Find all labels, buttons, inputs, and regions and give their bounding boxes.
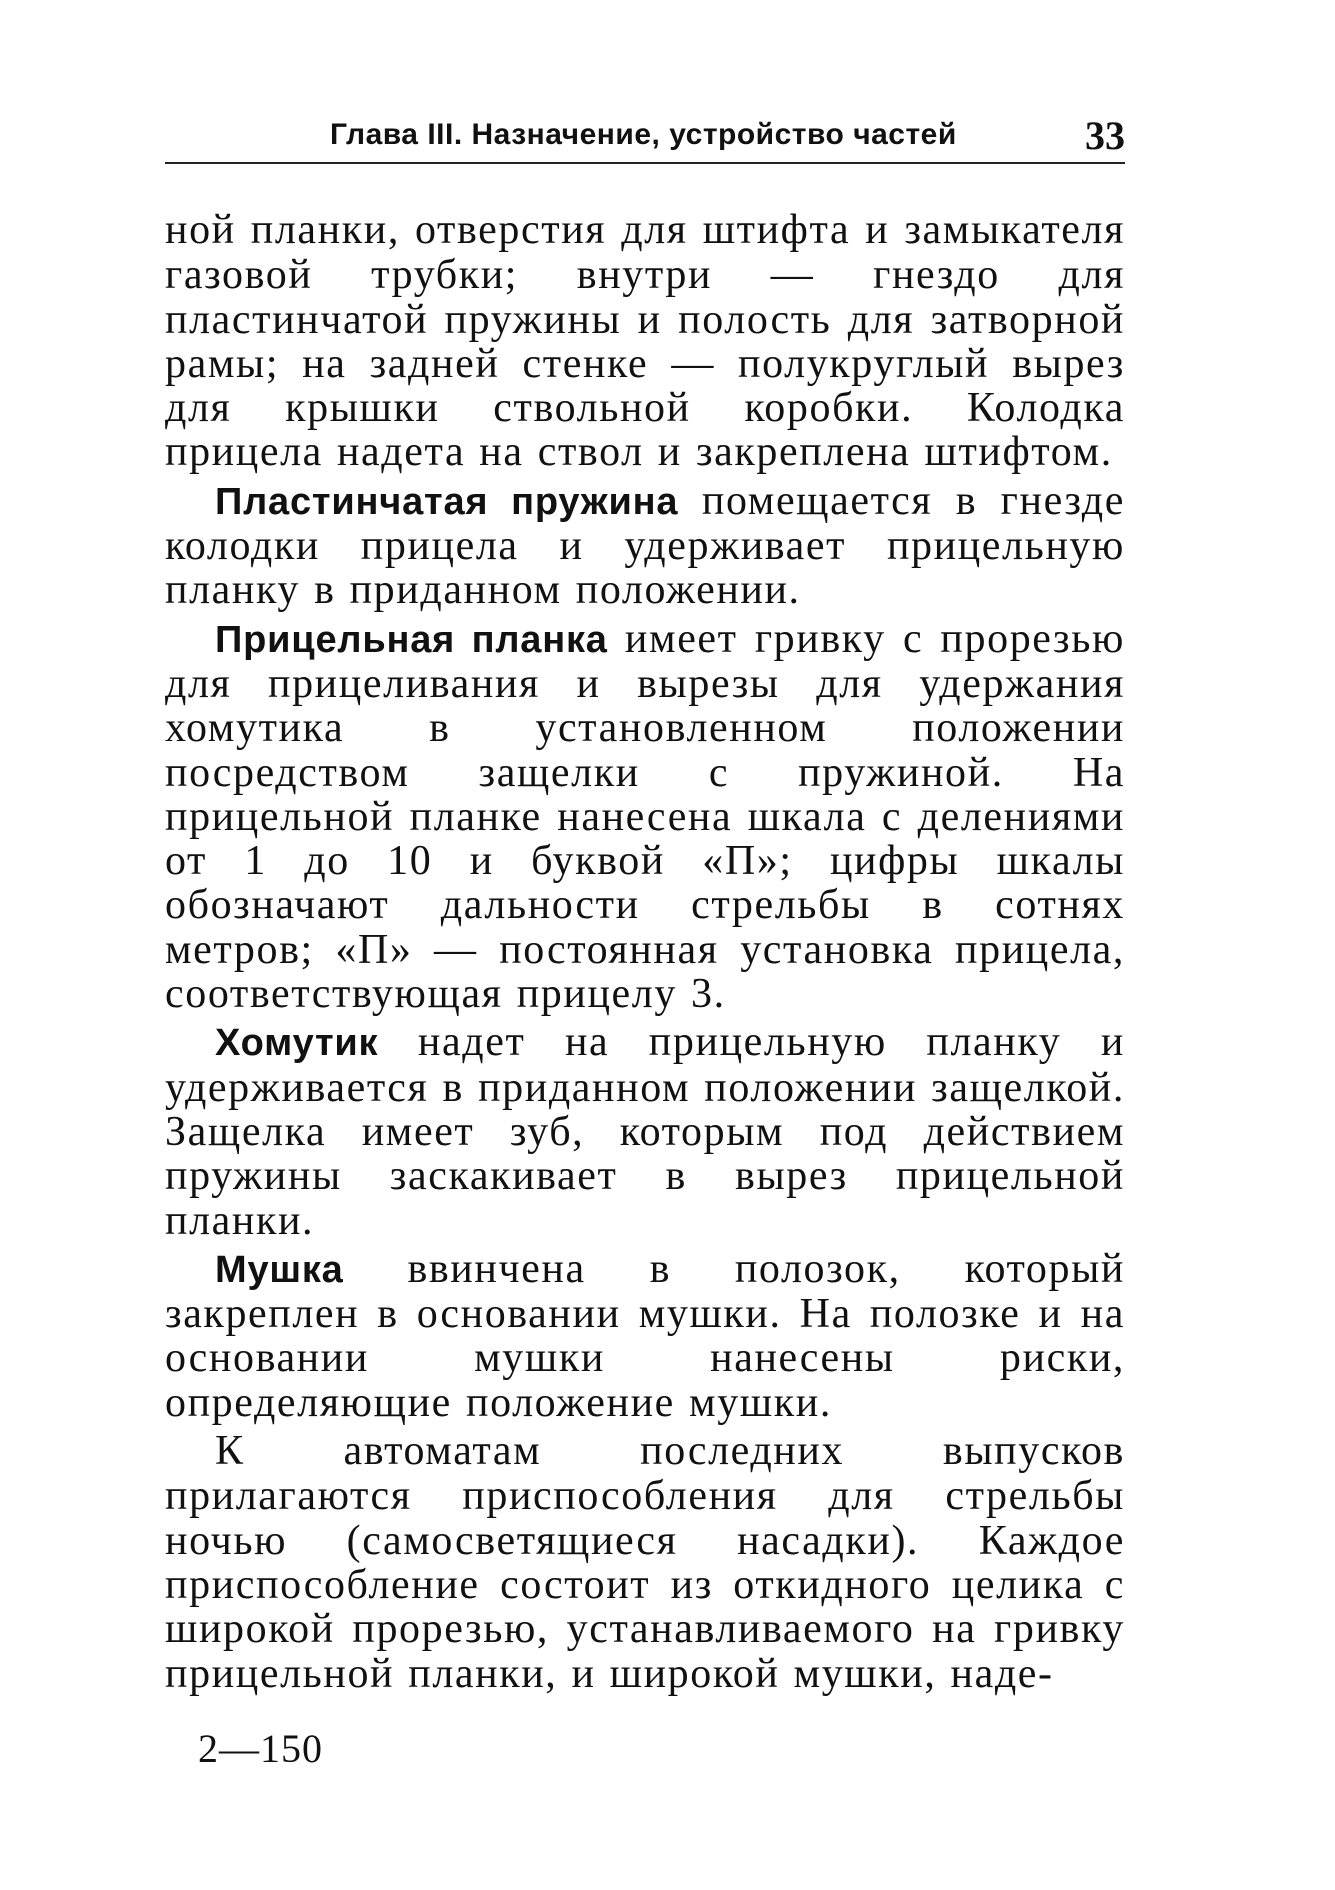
chapter-title: Глава III. Назначение, устройство частей [330,118,957,151]
paragraph-term: Пластинчатая пружина [215,480,679,523]
paragraph-text: ной планки, отверстия для штифта и замыкателя газовой трубки; внутри — гнездо для пластинчатой пружины и полость для затворной рамы; на задней стенке — полукруглый вырез для крышки ствольной коробки. Колодка прицела надета на ствол и закреплена штифтом. [165,207,1125,476]
paragraph-term: Мушка [215,1248,344,1291]
paragraph-4 [165,1020,1125,1242]
paragraph-text: имеет гривку с прорезью для прицеливания и вырезы для удержания хомутика в установленном положении посредством защелки с пружиной. На прицельной планке нанесена шкала с делениями от 1 до 10 и буквой «П»; цифры шкалы обозначают дальности стрельбы в сотнях метров; «П» — постоянная установка прицела, соответствующая прицелу 3. [165,615,1125,1018]
paragraph-text: К автоматам последних выпусков прилагаются приспособления для стрельбы ночью (самосветящиеся насадки). Каждое приспособление состоит из откидного целика с широкой прорезью, устанавливаемого на гривку прицельной планки, и широкой мушки, наде- [165,1428,1125,1697]
paragraph-5 [165,1247,1125,1425]
printer-signature-mark: 2—150 [198,1726,323,1771]
body-text [165,208,1125,1700]
paragraph-6 [165,1429,1125,1696]
paragraph-1 [165,208,1125,475]
paragraph-term: Хомутик [215,1022,379,1065]
paragraph-text: надет на прицельную планку и удерживается в приданном положении защелкой. Защелка имеет зуб, которым под действием пружины заскакивает в вырез прицельной планки. [165,1019,1125,1244]
running-header [165,112,1125,164]
page-number: 33 [1085,113,1125,158]
paragraph-text: ввинчена в полозок, который закреплен в основании мушки. На полозке и на основании мушки нанесены риски, определяющие положение мушки. [165,1245,1125,1426]
paragraph-2 [165,479,1125,613]
paragraph-3 [165,617,1125,1017]
paragraph-text: помещается в гнезде колодки прицела и удерживает прицельную планку в приданном положении. [165,477,1125,614]
paragraph-term: Прицельная планка [215,618,608,661]
